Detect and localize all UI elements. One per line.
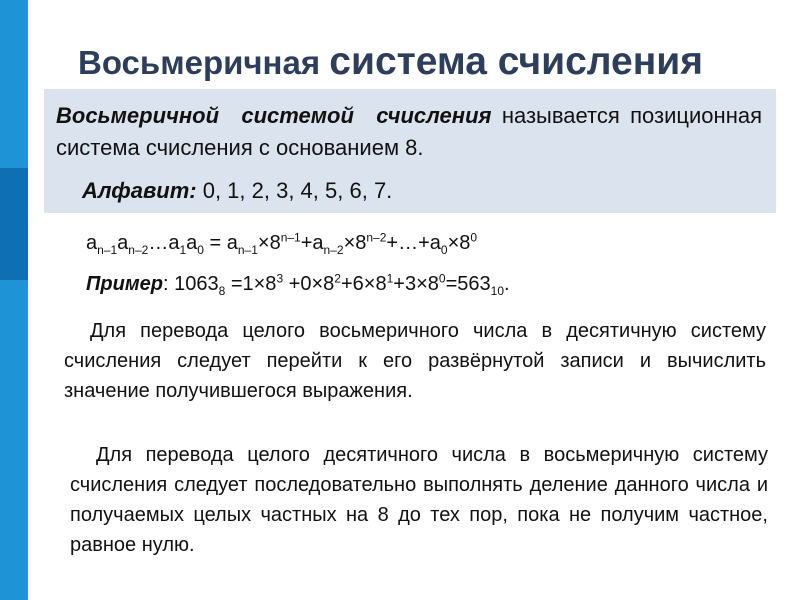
definition-term: Восьмеричной системой счисления xyxy=(56,103,492,128)
example-label: Пример xyxy=(86,273,163,295)
decimal-to-octal-paragraph: Для перевода целого десятичного числа в восьмеричную систему счисления следует последовательно выполнять деление данного числа и получаемых целых частных на 8 до тех пор, пока не получим частное, равное нулю. xyxy=(70,444,768,556)
title-part-2: система счисления xyxy=(329,40,703,83)
example-line: Пример: $1063_8 =1\times 8^3 +0\times 8^2+6\times 8^1+3\times 8^0=563_{10}$. xyxy=(86,271,510,298)
definition-text xyxy=(56,100,762,164)
slide-title xyxy=(78,40,703,84)
definition-body: называется позиционная система счисления с основанием 8. xyxy=(56,103,762,160)
alphabet-value: 0, 1, 2, 3, 4, 5, 6, 7. xyxy=(196,178,393,203)
side-accent-bar xyxy=(0,0,28,600)
title-part-1: Восьмеричная xyxy=(78,44,330,81)
side-accent-block xyxy=(0,168,28,280)
expansion-formula: $a_{n-1}a_{n-2}\dots a_1a_0$ = $a_{n-1}\times 8^{n-1}+a_{n-2}\times 8^{n-2}+\dots+a_0\times 8^0$ xyxy=(86,230,478,257)
alphabet-label: Алфавит: xyxy=(82,178,197,203)
octal-to-decimal-paragraph: Для перевода целого восьмеричного числа в десятичную систему счисления следует перейти к его развёрнутой записи и вычислить значение получившегося выражения. xyxy=(64,320,766,402)
alphabet-line xyxy=(82,178,392,204)
